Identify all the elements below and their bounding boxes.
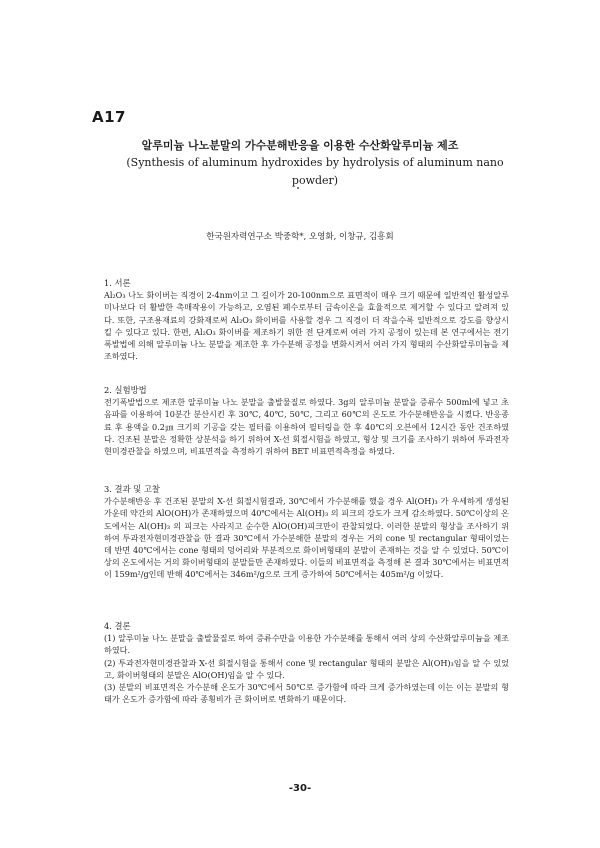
section-body: 전기폭발법으로 제조한 알루미늄 나노 분말을 출발물질로 하였다. 3g의 알루미늄 분말을 증류수 500ml에 넣고 초음파를 이용하여 10분간 분산시킨 후 30℃, 40℃, 50℃, 그리고 60℃의 온도로 가수분해반응을 시켰다. 반응종료 후 용액을 0.2㎛ 크기의 기공을 갖는 필터를 이용하여 필터링을 한 후 40℃의 오븐에서 12시간 동안 건조하였다. 건조된 분말은 정확한 상분석을 하기 위하여 X-선 회절시험을 하였고, 형상 및 크기를 조사하기 위하여 투과전자현미경관찰을 하였으며, 비표면적을 측정하기 위하여 BET 비표면적측정을 하였다. [104,397,509,457]
paper-id: A17 [92,108,126,126]
conclusion-item: (1) 알루미늄 나노 분말을 출발물질로 하여 증류수만을 이용한 가수분해를 통해서 여러 상의 수산화알루미늄을 제조하였다. [104,633,509,656]
section-body: Al₂O₃ 나노 화이버는 직경이 2-4nm이고 그 길이가 20-100nm으로 표면적이 매우 크기 때문에 일반적인 활성알루미나보다 더 활발한 촉매작용이 가능하고, 오염된 폐수로부터 금속이온을 효율적으로 제거할 수 있다고 알려져 있다. 또한, 구조용재료의 강화재로써 Al₂O₃ 화이버를 사용할 경우 그 직경이 더 작을수록 일반적으로 강도를 향상시킬 수 있다고 있다. 한편, Al₂O₃ 화이버를 제조하기 위한 전 단계로써 여러 가지 공정이 있는데 본 연구에서는 전기폭발법에 의해 알루미늄 나노 분말을 제조한 후 가수분해 공정을 변화시켜서 여러 가지 형태의 수산화알루미늄을 제조하였다. [104,290,509,362]
authors: 한국원자력연구소 박중학*, 오영화, 이창규, 김흥회 [206,232,394,242]
title-english: (Synthesis of aluminum hydroxides by hydrolysis of aluminum nano powder) [126,156,504,187]
section-heading: 2. 실험방법 [104,385,147,395]
section-body: 가수분해반응 후 건조된 분말의 X-선 회절시험결과, 30℃에서 가수분해를 했을 경우 Al(OH)₃ 가 우세하게 생성된 가운데 약간의 AlO(OH)가 존재하였으며 40℃에서는 Al(OH)₃ 의 피크의 강도가 크게 감소하였다. 50℃이상의 온도에서는 Al(OH)₃ 의 피크는 사라지고 순수한 AlO(OH)피크만이 관찰되었다. 이러한 분말의 형상을 조사하기 위하여 투과전자현미경관찰을 한 결과 30℃에서 가수분해한 분말의 경우는 거의 cone 및 rectangular 형태이었는데 반면 40℃에서는 cone 형태의 덩어리와 부분적으로 화이버형태의 분말이 존재하는 것을 알 수 있었다. 50℃이상의 온도에서는 거의 화이버형태의 분말들만 존재하였다. 이들의 비표면적을 측정해 본 결과 30℃에서는 비표면적이 159m²/g인데 반해 40℃에서는 346m²/g으로 크게 증가하여 50℃에서는 405m²/g 이었다. [104,496,509,580]
section-results [104,483,509,581]
conclusion-item: (2) 투과전자현미경관찰과 X-선 회절시험을 통해서 cone 및 rectangular 형태의 분말은 Al(OH)₃임을 알 수 있었고, 화이버형태의 분말은 AlO(OH)임을 알 수 있다. [104,657,509,680]
section-introduction [104,277,509,362]
title-korean: 알루미늄 나노분말의 가수분해반응을 이용한 수산화알루미늄 제조 [141,139,459,152]
page-number: -30- [288,783,312,794]
section-methods [104,384,509,457]
decorative-dot [297,187,299,189]
section-heading: 3. 결과 및 고찰 [104,484,160,494]
section-heading: 1. 서론 [104,278,131,288]
section-conclusion [104,620,509,705]
section-heading: 4. 결론 [104,621,131,631]
conclusion-item: (3) 분말의 비표면적은 가수분해 온도가 30℃에서 50℃로 증가함에 따라 크게 증가하였는데 이는 이는 분말의 형태가 온도가 증가함에 따라 종횡비가 큰 화이버로 변화하기 때문이다. [104,682,509,705]
